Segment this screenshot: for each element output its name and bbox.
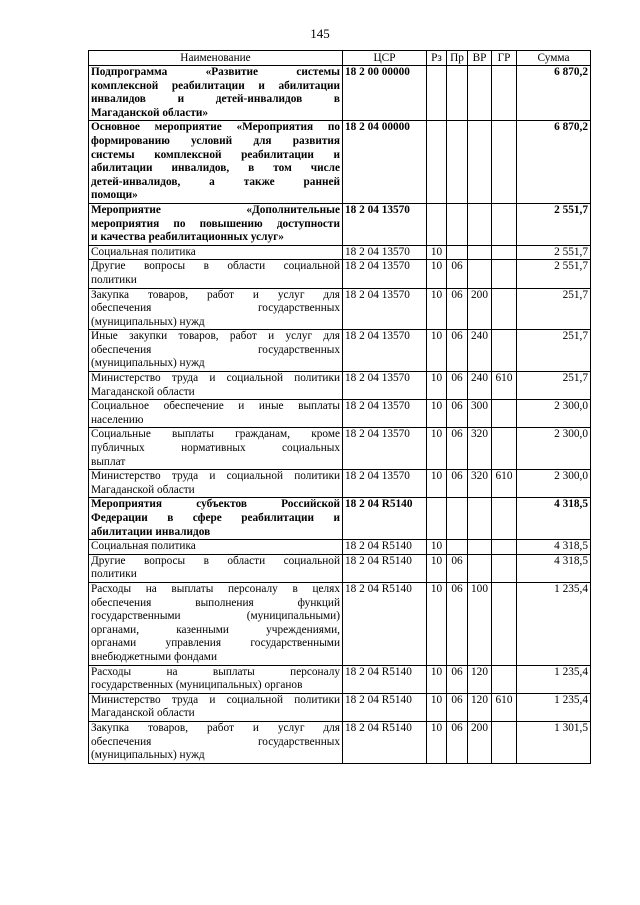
row-name-line: обеспечения государственных <box>91 343 340 356</box>
row-gr-cell <box>492 554 517 582</box>
table-row <box>89 582 591 665</box>
row-vr-cell: 320 <box>468 428 492 470</box>
row-name-line: системы комплексной реабилитации и <box>91 148 340 161</box>
row-vr-cell: 200 <box>468 721 492 763</box>
row-name-line: политики <box>91 568 137 581</box>
row-name-line: Основное мероприятие «Мероприятия по <box>91 121 340 134</box>
table-row <box>89 66 591 121</box>
row-vr-cell: 240 <box>468 372 492 400</box>
row-name-line: внебюджетными фондами <box>91 650 217 663</box>
row-rz-cell: 10 <box>427 540 447 555</box>
row-vr-cell <box>468 245 492 260</box>
header-gr: ГР <box>492 51 517 66</box>
row-rz-cell: 10 <box>427 554 447 582</box>
table-row <box>89 372 591 400</box>
row-name-cell <box>89 498 343 540</box>
row-name-line: помощи» <box>91 189 138 202</box>
row-rz-cell: 10 <box>427 288 447 330</box>
row-sum-cell: 4 318,5 <box>517 498 591 540</box>
row-rz-cell <box>427 203 447 245</box>
row-vr-cell: 300 <box>468 400 492 428</box>
row-sum-cell: 2 551,7 <box>517 245 591 260</box>
row-pr-cell: 06 <box>447 693 468 721</box>
row-pr-cell: 06 <box>447 372 468 400</box>
row-name-cell <box>89 245 343 260</box>
row-gr-cell: 610 <box>492 693 517 721</box>
row-pr-cell: 06 <box>447 330 468 372</box>
row-name-line: мероприятия по повышению доступности <box>91 217 340 230</box>
row-rz-cell: 10 <box>427 665 447 693</box>
row-name-line: (муниципальных) нужд <box>91 357 205 370</box>
row-gr-cell <box>492 428 517 470</box>
table-row <box>89 203 591 245</box>
row-name-cell <box>89 121 343 204</box>
row-name-cell <box>89 582 343 665</box>
row-name-line: Министерство труда и социальной политики <box>91 470 340 483</box>
row-name-cell <box>89 665 343 693</box>
row-name-cell <box>89 66 343 121</box>
row-name-line: выплат <box>91 455 126 468</box>
table-row <box>89 540 591 555</box>
row-gr-cell <box>492 721 517 763</box>
row-csr-cell: 18 2 04 13570 <box>343 372 427 400</box>
row-vr-cell: 320 <box>468 470 492 498</box>
row-sum-cell: 6 870,2 <box>517 121 591 204</box>
header-pr: Пр <box>447 51 468 66</box>
row-name-line: Закупка товаров, работ и услуг для <box>91 288 340 301</box>
row-name-line: Социальные выплаты гражданам, кроме <box>91 428 340 441</box>
row-csr-cell: 18 2 00 00000 <box>343 66 427 121</box>
row-name-line: Магаданской области» <box>91 106 209 119</box>
row-csr-cell: 18 2 04 R5140 <box>343 721 427 763</box>
row-vr-cell: 240 <box>468 330 492 372</box>
row-pr-cell: 06 <box>447 721 468 763</box>
row-name-cell <box>89 288 343 330</box>
row-csr-cell: 18 2 04 R5140 <box>343 693 427 721</box>
row-sum-cell: 251,7 <box>517 372 591 400</box>
row-name-line: инвалидов и детей-инвалидов в <box>91 93 340 106</box>
row-csr-cell: 18 2 04 13570 <box>343 470 427 498</box>
row-name-cell <box>89 372 343 400</box>
row-name-cell <box>89 554 343 582</box>
page-number: 145 <box>310 26 330 41</box>
row-sum-cell: 251,7 <box>517 330 591 372</box>
row-rz-cell <box>427 121 447 204</box>
row-name-line: Другие вопросы в области социальной <box>91 260 340 273</box>
row-csr-cell: 18 2 04 13570 <box>343 245 427 260</box>
table-row <box>89 121 591 204</box>
row-vr-cell <box>468 498 492 540</box>
row-name-line: государственных (муниципальных) органов <box>91 679 303 692</box>
row-rz-cell: 10 <box>427 245 447 260</box>
row-gr-cell <box>492 288 517 330</box>
row-pr-cell: 06 <box>447 260 468 288</box>
row-gr-cell <box>492 582 517 665</box>
row-rz-cell <box>427 66 447 121</box>
row-name-line: Расходы на выплаты персоналу в целях <box>91 582 340 595</box>
row-pr-cell <box>447 121 468 204</box>
row-csr-cell: 18 2 04 13570 <box>343 260 427 288</box>
row-csr-cell: 18 2 04 R5140 <box>343 498 427 540</box>
row-sum-cell: 2 551,7 <box>517 260 591 288</box>
row-vr-cell <box>468 260 492 288</box>
row-name-line: Министерство труда и социальной политики <box>91 372 340 385</box>
row-name-line: Социальная политика <box>91 245 196 258</box>
row-name-line: Подпрограмма «Развитие системы <box>91 66 340 78</box>
row-name-line: Другие вопросы в области социальной <box>91 554 340 567</box>
row-name-line: (муниципальных) нужд <box>91 749 205 762</box>
row-csr-cell: 18 2 04 00000 <box>343 121 427 204</box>
row-name-cell <box>89 721 343 763</box>
row-name-line: государственными (муниципальными) <box>91 610 340 623</box>
row-gr-cell <box>492 121 517 204</box>
row-rz-cell: 10 <box>427 260 447 288</box>
row-name-line: Магаданской области <box>91 707 195 720</box>
row-csr-cell: 18 2 04 13570 <box>343 428 427 470</box>
row-name-line: населению <box>91 413 144 426</box>
row-gr-cell: 610 <box>492 372 517 400</box>
row-pr-cell: 06 <box>447 582 468 665</box>
row-name-cell <box>89 428 343 470</box>
row-pr-cell: 06 <box>447 470 468 498</box>
table-row <box>89 245 591 260</box>
row-name-line: органами управления государственными <box>91 637 340 650</box>
row-pr-cell: 06 <box>447 288 468 330</box>
row-name-cell <box>89 260 343 288</box>
table-row <box>89 260 591 288</box>
row-name-line: органами, казенными учреждениями, <box>91 623 340 636</box>
row-rz-cell: 10 <box>427 372 447 400</box>
row-vr-cell: 120 <box>468 665 492 693</box>
row-name-line: Мероприятие «Дополнительные <box>91 203 340 216</box>
row-csr-cell: 18 2 04 R5140 <box>343 540 427 555</box>
row-sum-cell: 2 300,0 <box>517 470 591 498</box>
header-csr: ЦСР <box>343 51 427 66</box>
row-name-line: комплексной реабилитации и абилитации <box>91 79 340 92</box>
row-name-line: и качества реабилитационных услуг» <box>91 231 284 244</box>
row-vr-cell <box>468 554 492 582</box>
row-sum-cell: 251,7 <box>517 288 591 330</box>
row-name-line: Закупка товаров, работ и услуг для <box>91 721 340 734</box>
row-gr-cell <box>492 400 517 428</box>
row-name-line: абилитации инвалидов <box>91 525 211 538</box>
row-gr-cell <box>492 203 517 245</box>
row-name-line: Министерство труда и социальной политики <box>91 693 340 706</box>
row-rz-cell: 10 <box>427 582 447 665</box>
row-name-line: обеспечения государственных <box>91 735 340 748</box>
row-vr-cell <box>468 203 492 245</box>
row-rz-cell: 10 <box>427 470 447 498</box>
row-pr-cell: 06 <box>447 428 468 470</box>
row-name-line: формированию условий для развития <box>91 134 340 147</box>
table-row <box>89 470 591 498</box>
row-csr-cell: 18 2 04 13570 <box>343 330 427 372</box>
row-sum-cell: 2 551,7 <box>517 203 591 245</box>
row-gr-cell <box>492 260 517 288</box>
row-name-line: Иные закупки товаров, работ и услуг для <box>91 330 340 343</box>
row-gr-cell <box>492 665 517 693</box>
row-sum-cell: 4 318,5 <box>517 554 591 582</box>
row-sum-cell: 1 235,4 <box>517 582 591 665</box>
row-name-line: Социальная политика <box>91 540 196 553</box>
table-row <box>89 428 591 470</box>
table-row <box>89 400 591 428</box>
table-row <box>89 554 591 582</box>
row-name-line: Расходы на выплаты персоналу <box>91 665 340 678</box>
row-csr-cell: 18 2 04 13570 <box>343 203 427 245</box>
row-pr-cell: 06 <box>447 554 468 582</box>
row-csr-cell: 18 2 04 13570 <box>343 288 427 330</box>
row-rz-cell: 10 <box>427 428 447 470</box>
row-name-line: Магаданской области <box>91 385 195 398</box>
row-rz-cell: 10 <box>427 400 447 428</box>
row-name-line: Магаданской области <box>91 483 195 496</box>
row-vr-cell <box>468 66 492 121</box>
row-vr-cell <box>468 540 492 555</box>
row-name-line: абилитации инвалидов, в том числе <box>91 162 340 175</box>
row-rz-cell: 10 <box>427 330 447 372</box>
row-name-line: детей-инвалидов, а также ранней <box>91 175 340 188</box>
row-sum-cell: 1 301,5 <box>517 721 591 763</box>
row-csr-cell: 18 2 04 R5140 <box>343 554 427 582</box>
row-pr-cell: 06 <box>447 400 468 428</box>
row-gr-cell <box>492 330 517 372</box>
row-sum-cell: 6 870,2 <box>517 66 591 121</box>
table-row <box>89 288 591 330</box>
row-rz-cell: 10 <box>427 721 447 763</box>
table-row <box>89 693 591 721</box>
row-pr-cell <box>447 66 468 121</box>
row-pr-cell <box>447 498 468 540</box>
table-row <box>89 665 591 693</box>
row-name-line: (муниципальных) нужд <box>91 315 205 328</box>
header-sum: Сумма <box>517 51 591 66</box>
row-pr-cell <box>447 245 468 260</box>
budget-table <box>88 50 591 764</box>
row-gr-cell <box>492 66 517 121</box>
row-name-line: политики <box>91 273 137 286</box>
row-csr-cell: 18 2 04 13570 <box>343 400 427 428</box>
row-pr-cell: 06 <box>447 665 468 693</box>
row-sum-cell: 1 235,4 <box>517 665 591 693</box>
header-rz: Рз <box>427 51 447 66</box>
header-name: Наименование <box>89 51 343 66</box>
table-body <box>89 66 591 764</box>
row-pr-cell <box>447 203 468 245</box>
row-name-cell <box>89 693 343 721</box>
row-sum-cell: 4 318,5 <box>517 540 591 555</box>
row-sum-cell: 1 235,4 <box>517 693 591 721</box>
row-name-line: публичных нормативных социальных <box>91 442 340 455</box>
row-gr-cell: 610 <box>492 470 517 498</box>
row-sum-cell: 2 300,0 <box>517 400 591 428</box>
row-name-cell <box>89 470 343 498</box>
row-sum-cell: 2 300,0 <box>517 428 591 470</box>
row-gr-cell <box>492 498 517 540</box>
row-csr-cell: 18 2 04 R5140 <box>343 582 427 665</box>
row-vr-cell: 200 <box>468 288 492 330</box>
row-gr-cell <box>492 245 517 260</box>
row-name-cell <box>89 203 343 245</box>
table-row <box>89 498 591 540</box>
row-name-line: Федерации в сфере реабилитации и <box>91 512 340 524</box>
row-name-line: Мероприятия субъектов Российской <box>91 498 340 511</box>
row-name-line: обеспечения выполнения функций <box>91 596 340 609</box>
row-rz-cell: 10 <box>427 693 447 721</box>
row-vr-cell <box>468 121 492 204</box>
table-row <box>89 330 591 372</box>
row-name-cell <box>89 540 343 555</box>
row-name-line: обеспечения государственных <box>91 302 340 315</box>
table-row <box>89 721 591 763</box>
header-vr: ВР <box>468 51 492 66</box>
table-header-row <box>89 51 591 66</box>
row-rz-cell <box>427 498 447 540</box>
row-name-line: Социальное обеспечение и иные выплаты <box>91 400 340 413</box>
row-gr-cell <box>492 540 517 555</box>
row-csr-cell: 18 2 04 R5140 <box>343 665 427 693</box>
row-vr-cell: 120 <box>468 693 492 721</box>
row-name-cell <box>89 330 343 372</box>
row-vr-cell: 100 <box>468 582 492 665</box>
row-name-cell <box>89 400 343 428</box>
row-pr-cell <box>447 540 468 555</box>
